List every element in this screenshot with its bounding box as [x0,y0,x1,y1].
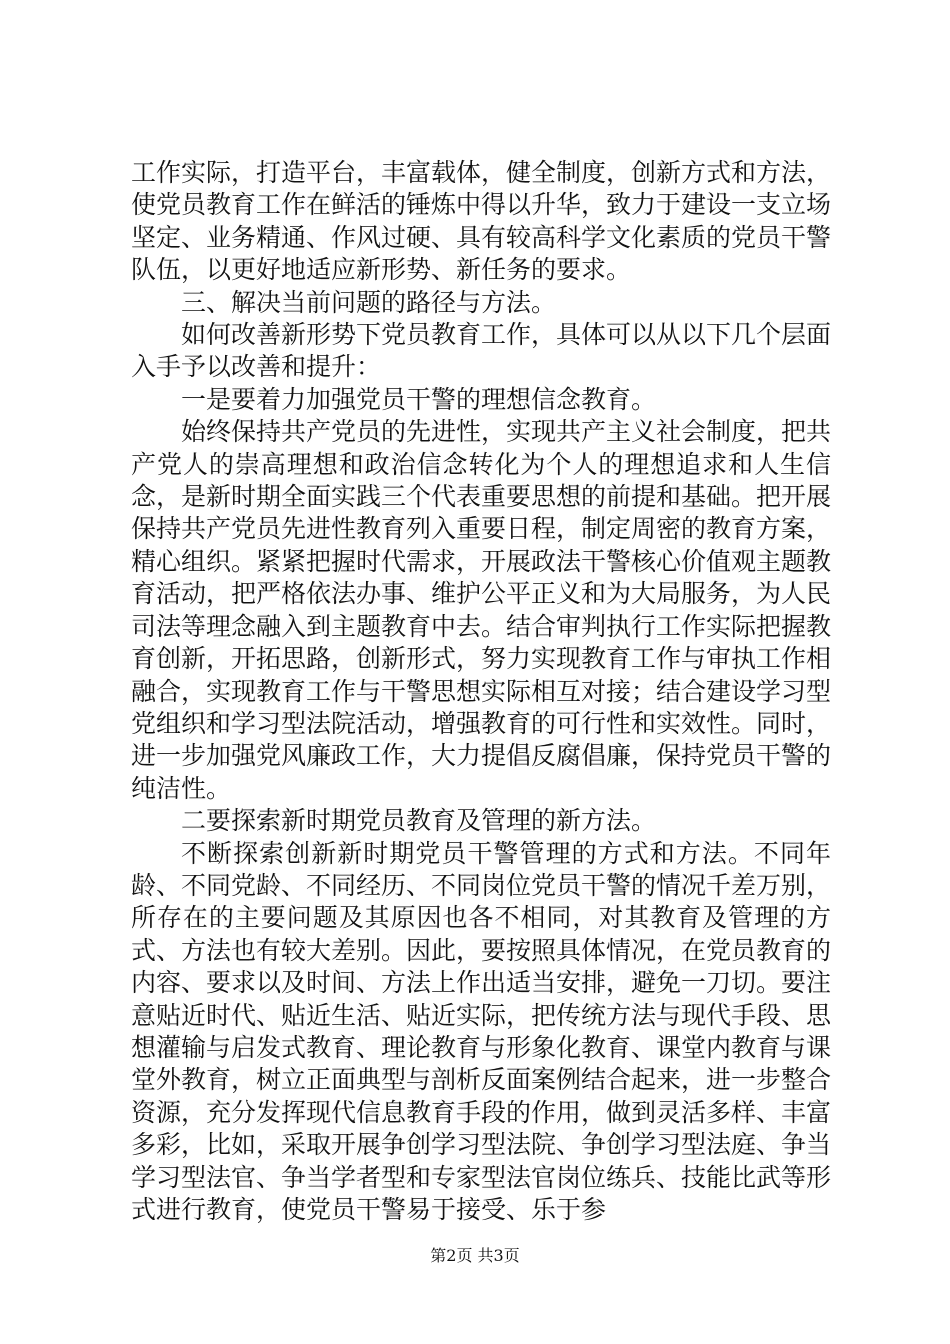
paragraph-intro: 如何改善新形势下党员教育工作，具体可以从以下几个层面入手予以改善和提升： [131,320,832,382]
document-body [131,157,831,1226]
subheading-1: 一是要着力加强党员干警的理想信念教育。 [181,384,657,414]
section-heading-3: 三、解决当前问题的路径与方法。 [181,287,557,317]
paragraph-methods: 不断探索创新新时期党员干警管理的方式和方法。不同年龄、不同党龄、不同经历、不同岗位党员干警的情况千差万别，所存在的主要问题及其原因也各不相同，对其教育及管理的方式、方法也有较大差别。因此，要按照具体情况，在党员教育的内容、要求以及时间、方法上作出适当安排，避免一刀切。要注意贴近时代、贴近生活、贴近实际，把传统方法与现代手段、思想灌输与启发式教育、理论教育与形象化教育、课堂内教育与课堂外教育，树立正面典型与剖析反面案例结合起来，进一步整合资源，充分发挥现代信息教育手段的作用，做到灵活多样、丰富多彩，比如，采取开展争创学习型法院、争创学习型法庭、争当学习型法官、争当学者型和专家型法官岗位练兵、技能比武等形式进行教育，使党员干警易于接受、乐于参 [131,838,832,1224]
subheading-2: 二要探索新时期党员教育及管理的新方法。 [181,806,657,836]
page-footer: 第2页 共3页 [430,1246,520,1265]
paragraph-1: 工作实际，打造平台，丰富载体，健全制度，创新方式和方法，使党员教育工作在鲜活的锤炼中得以升华，致力于建设一支立场坚定、业务精通、作风过硬、具有较高科学文化素质的党员干警队伍，以更好地适应新形势、新任务的要求。 [131,158,832,285]
paragraph-ideals: 始终保持共产党员的先进性，实现共产主义社会制度，把共产党人的崇高理想和政治信念转化为个人的理想追求和人生信念，是新时期全面实践三个代表重要思想的前提和基础。把开展保持共产党员先进性教育列入重要日程，制定周密的教育方案，精心组织。紧紧把握时代需求，开展政法干警核心价值观主题教育活动，把严格依法办事、维护公平正义和为大局服务，为人民司法等理念融入到主题教育中去。结合审判执行工作实际把握教育创新，开拓思路，创新形式，努力实现教育工作与审执工作相融合，实现教育工作与干警思想实际相互对接；结合建设学习型党组织和学习型法院活动，增强教育的可行性和实效性。同时，进一步加强党风廉政工作，大力提倡反腐倡廉，保持党员干警的纯洁性。 [131,417,832,803]
